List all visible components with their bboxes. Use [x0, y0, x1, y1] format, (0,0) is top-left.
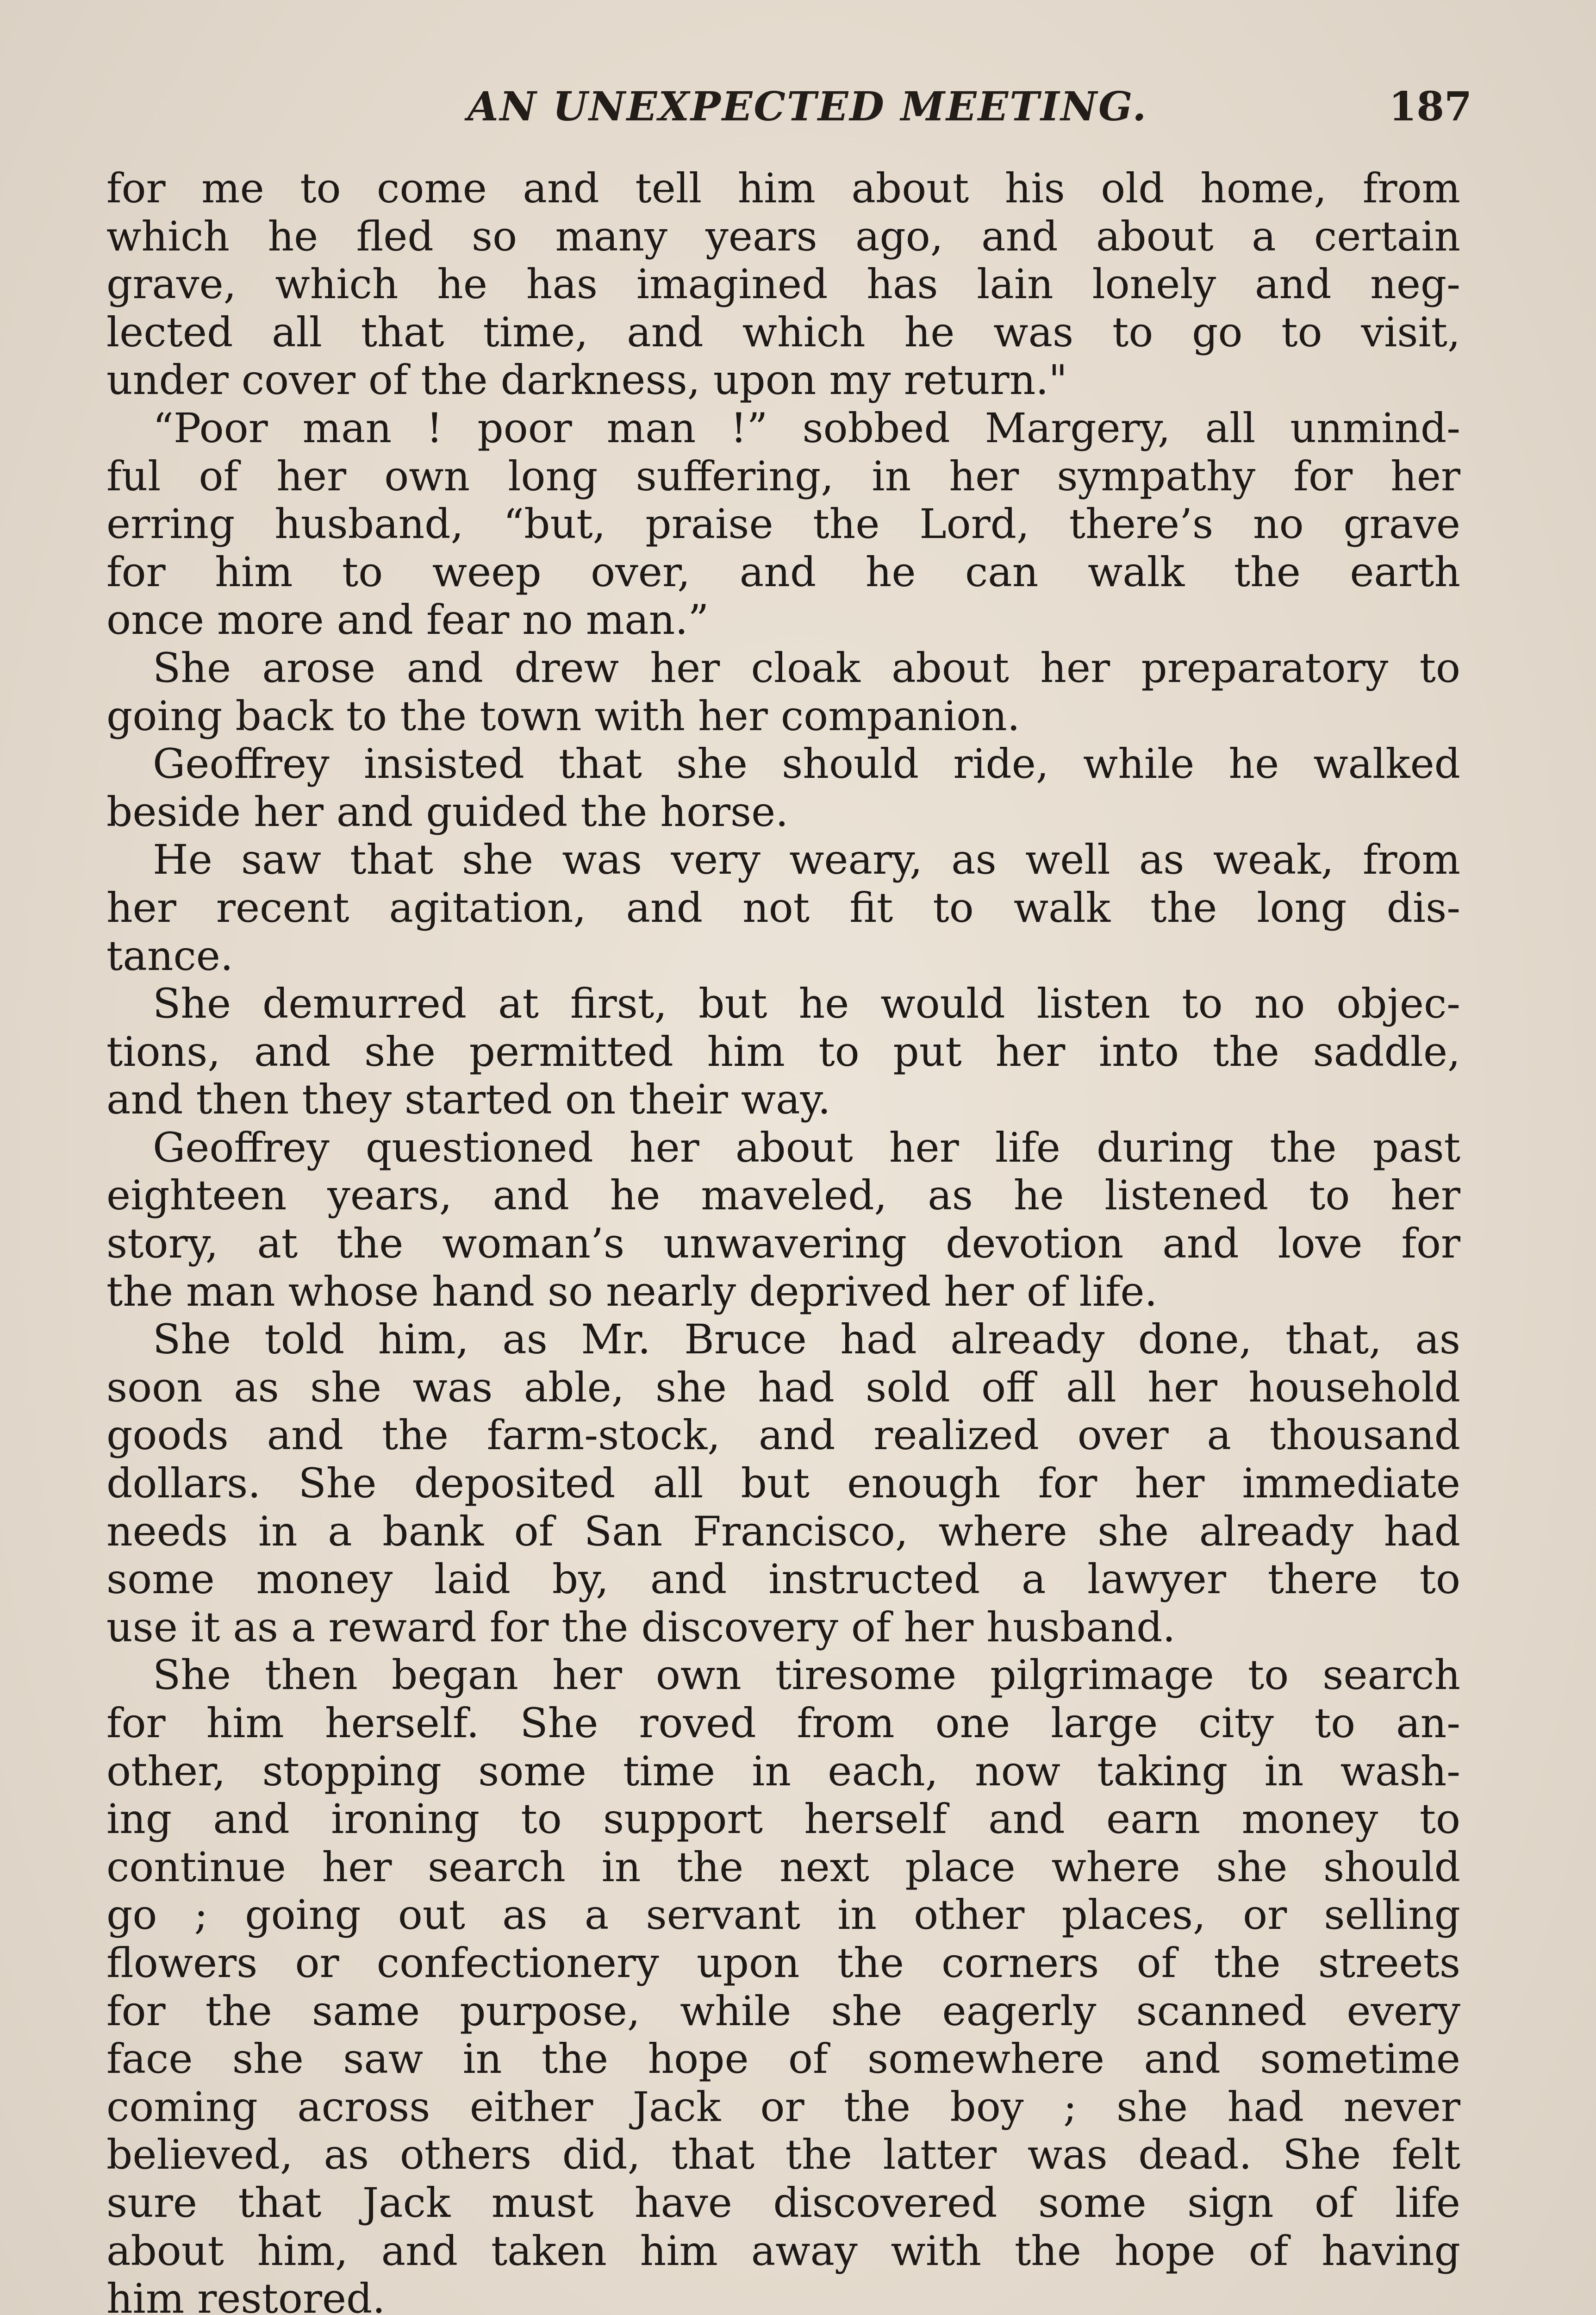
- text-line: for me to come and tell him about his old home, from: [106, 164, 1460, 212]
- text-line: beside her and guided the horse.: [106, 788, 789, 836]
- text-line: goods and the farm-stock, and realized over a thousand: [106, 1411, 1460, 1459]
- text-line: grave, which he has imagined has lain lonely and neg-: [106, 260, 1460, 308]
- text-line: erring husband, “but, praise the Lord, there’s no grave: [106, 500, 1460, 548]
- text-line: other, stopping some time in each, now taking in wash-: [106, 1747, 1460, 1795]
- text-line: going back to the town with her companion.: [106, 692, 1020, 740]
- text-line: for him herself. She roved from one large city to an-: [106, 1699, 1460, 1747]
- text-line: sure that Jack must have discovered some sign of life: [106, 2178, 1460, 2227]
- running-head: AN UNEXPECTED MEETING.: [468, 83, 1148, 130]
- text-line: about him, and taken him away with the hope of having: [106, 2227, 1460, 2275]
- text-line: ing and ironing to support herself and earn money to: [106, 1795, 1460, 1843]
- body-text: [106, 164, 1460, 2315]
- text-line: once more and fear no man.”: [106, 596, 709, 644]
- page-header: [106, 69, 1472, 144]
- text-line: He saw that she was very weary, as well as weak, from: [153, 836, 1460, 884]
- text-line: her recent agitation, and not fit to walk the long dis-: [106, 883, 1460, 932]
- text-line: face she saw in the hope of somewhere and sometime: [106, 2035, 1460, 2083]
- text-line: the man whose hand so nearly deprived her of life.: [106, 1267, 1158, 1315]
- text-line: She told him, as Mr. Bruce had already done, that, as: [153, 1315, 1460, 1364]
- text-line: Geoffrey questioned her about her life during the past: [153, 1123, 1460, 1171]
- text-line: She demurred at first, but he would listen to no objec-: [153, 980, 1460, 1028]
- text-line: for the same purpose, while she eagerly scanned every: [106, 1987, 1460, 2035]
- text-line: under cover of the darkness, upon my return.": [106, 356, 1067, 404]
- text-line: believed, as others did, that the latter was dead. She felt: [106, 2131, 1460, 2179]
- text-line: and then they started on their way.: [106, 1076, 831, 1124]
- text-line: tance.: [106, 932, 233, 980]
- text-line: tions, and she permitted him to put her into the saddle,: [106, 1027, 1460, 1076]
- text-line: flowers or confectionery upon the corners of the streets: [106, 1939, 1460, 1987]
- text-line: ful of her own long suffering, in her sympathy for her: [106, 452, 1460, 500]
- text-line: needs in a bank of San Francisco, where she already had: [106, 1507, 1460, 1555]
- text-line: him restored.: [106, 2275, 386, 2315]
- text-line: She then began her own tiresome pilgrimage to search: [153, 1651, 1460, 1699]
- text-line: Geoffrey insisted that she should ride, while he walked: [153, 740, 1460, 788]
- text-line: story, at the woman’s unwavering devotion and love for: [106, 1220, 1460, 1268]
- text-line: go ; going out as a servant in other places, or selling: [106, 1891, 1460, 1939]
- text-line: dollars. She deposited all but enough for her immediate: [106, 1459, 1460, 1508]
- text-line: eighteen years, and he maveled, as he listened to her: [106, 1171, 1460, 1220]
- text-line: which he fled so many years ago, and about a certain: [106, 212, 1460, 260]
- page-number: 187: [1389, 83, 1472, 130]
- text-line: continue her search in the next place where she should: [106, 1843, 1460, 1891]
- text-line: some money laid by, and instructed a lawyer there to: [106, 1555, 1460, 1603]
- text-line: use it as a reward for the discovery of her husband.: [106, 1603, 1176, 1651]
- text-line: soon as she was able, she had sold off all her household: [106, 1363, 1460, 1411]
- text-line: lected all that time, and which he was to go to visit,: [106, 308, 1460, 356]
- text-line: “Poor man ! poor man !” sobbed Margery, all unmind-: [153, 404, 1460, 452]
- text-line: for him to weep over, and he can walk the earth: [106, 548, 1460, 596]
- text-line: coming across either Jack or the boy ; she had never: [106, 2083, 1460, 2131]
- text-line: She arose and drew her cloak about her preparatory to: [153, 644, 1460, 692]
